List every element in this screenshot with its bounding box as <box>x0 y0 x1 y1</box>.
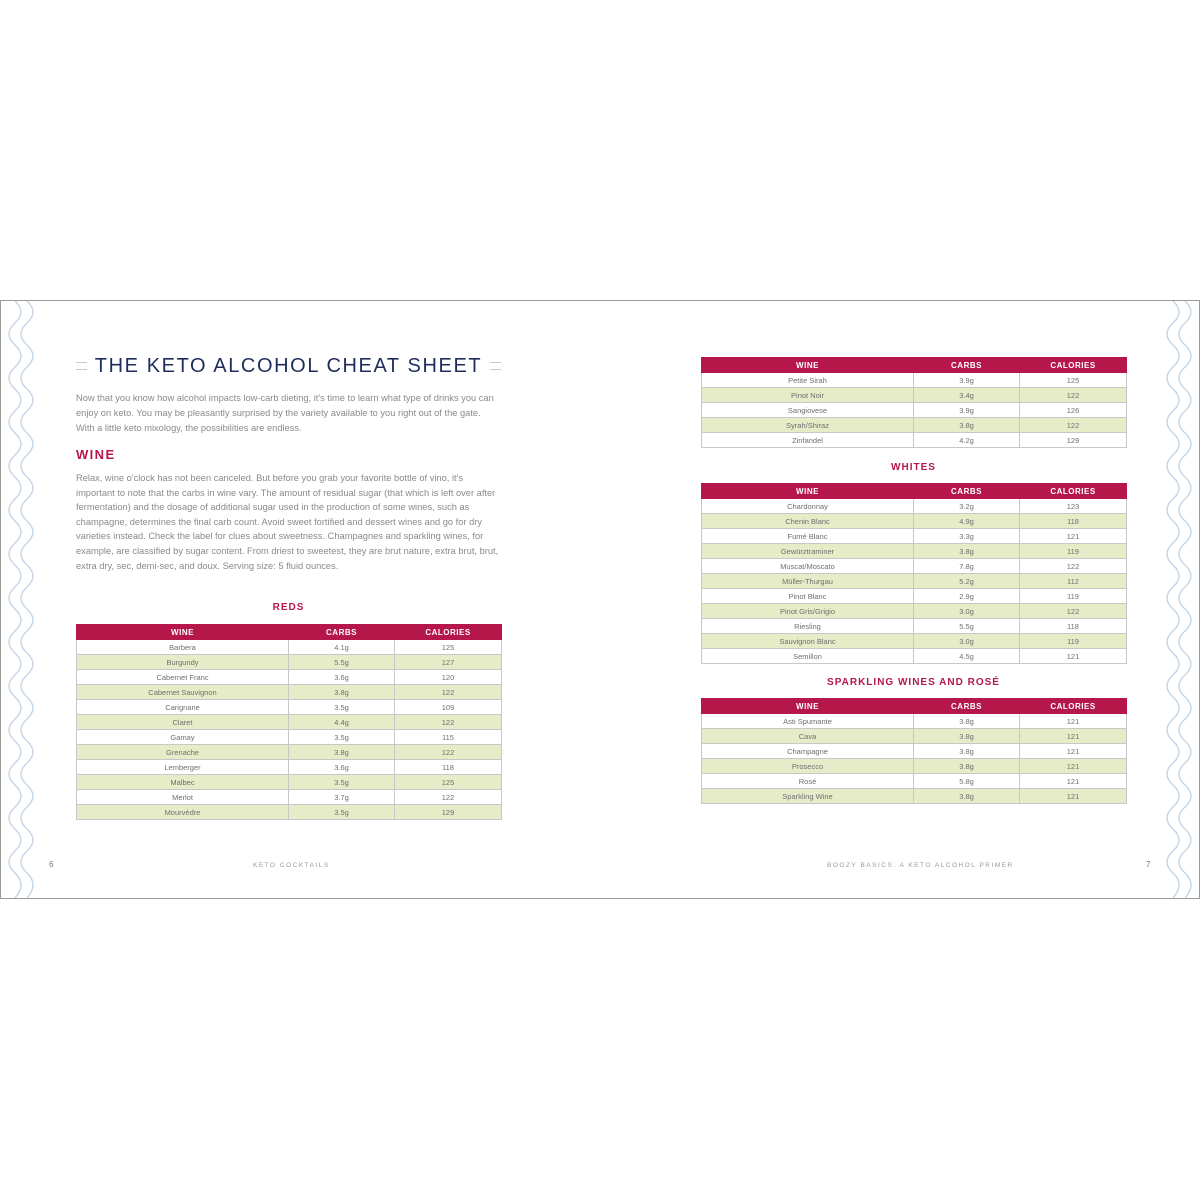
table-row <box>702 759 1127 774</box>
wine-name-cell: Grenache <box>77 745 289 760</box>
calories-cell: 122 <box>1020 388 1127 403</box>
wine-name-cell: Carignane <box>77 700 289 715</box>
wave-border-right <box>1161 301 1197 898</box>
table-row <box>702 544 1127 559</box>
wine-name-cell: Pinot Blanc <box>702 589 914 604</box>
table-row <box>702 714 1127 729</box>
wine-column-header: WINE <box>702 358 914 373</box>
calories-column-header: CALORIES <box>1020 358 1127 373</box>
carbs-cell: 3.7g <box>289 790 395 805</box>
table-row <box>77 715 502 730</box>
carbs-cell: 3.8g <box>914 714 1020 729</box>
table-header-row <box>702 484 1127 499</box>
wine-name-cell: Gewürztraminer <box>702 544 914 559</box>
table-row <box>702 789 1127 804</box>
reds-table <box>76 624 502 820</box>
page-title: THE KETO ALCOHOL CHEAT SHEET <box>94 354 483 377</box>
page-number-left: 6 <box>49 860 54 869</box>
carbs-cell: 5.5g <box>289 655 395 670</box>
intro-paragraph: Now that you know how alcohol impacts low-carb dieting, it's time to learn what type of drinks you can enjoy on keto. You may be pleasantly surprised by the variety available to you right out of the gate. With a little keto mixology, the possibilities are endless. <box>76 393 494 433</box>
title-rule-right <box>490 362 501 370</box>
carbs-cell: 4.5g <box>914 649 1020 664</box>
wine-name-cell: Zinfandel <box>702 433 914 448</box>
table-row <box>702 744 1127 759</box>
carbs-cell: 3.9g <box>914 403 1020 418</box>
wine-name-cell: Chenin Blanc <box>702 514 914 529</box>
table-row <box>702 433 1127 448</box>
wine-name-cell: Claret <box>77 715 289 730</box>
wine-column-header: WINE <box>702 484 914 499</box>
wine-name-cell: Sauvignon Blanc <box>702 634 914 649</box>
wine-name-cell: Sangiovese <box>702 403 914 418</box>
carbs-cell: 3.8g <box>289 685 395 700</box>
wine-name-cell: Fumé Blanc <box>702 529 914 544</box>
carbs-cell: 3.0g <box>914 604 1020 619</box>
wine-name-cell: Syrah/Shiraz <box>702 418 914 433</box>
calories-cell: 121 <box>1020 729 1127 744</box>
calories-cell: 125 <box>1020 373 1127 388</box>
table-row <box>702 619 1127 634</box>
calories-cell: 122 <box>395 715 502 730</box>
carbs-cell: 3.8g <box>914 744 1020 759</box>
calories-cell: 122 <box>395 790 502 805</box>
table-row <box>702 373 1127 388</box>
table-header-row <box>77 625 502 640</box>
carbs-column-header: CARBS <box>914 699 1020 714</box>
table-row <box>702 634 1127 649</box>
table-row <box>702 529 1127 544</box>
wine-column-header: WINE <box>702 699 914 714</box>
carbs-cell: 3.2g <box>914 499 1020 514</box>
calories-cell: 112 <box>1020 574 1127 589</box>
wine-name-cell: Cabernet Sauvignon <box>77 685 289 700</box>
table-row <box>77 700 502 715</box>
carbs-cell: 3.9g <box>914 373 1020 388</box>
carbs-cell: 3.8g <box>914 418 1020 433</box>
table-row <box>702 388 1127 403</box>
wine-name-cell: Muscat/Moscato <box>702 559 914 574</box>
wine-name-cell: Rosé <box>702 774 914 789</box>
carbs-cell: 4.2g <box>914 433 1020 448</box>
footer-left: KETO COCKTAILS <box>253 862 330 869</box>
calories-cell: 121 <box>1020 714 1127 729</box>
calories-cell: 118 <box>1020 514 1127 529</box>
table-row <box>77 640 502 655</box>
wine-heading: WINE <box>76 447 116 462</box>
table-row <box>77 670 502 685</box>
wine-name-cell: Prosecco <box>702 759 914 774</box>
page-number-right: 7 <box>1146 860 1151 869</box>
calories-cell: 121 <box>1020 789 1127 804</box>
wine-name-cell: Sparkling Wine <box>702 789 914 804</box>
calories-cell: 120 <box>395 670 502 685</box>
wine-column-header: WINE <box>77 625 289 640</box>
table-row <box>702 729 1127 744</box>
calories-cell: 118 <box>1020 619 1127 634</box>
table-row <box>702 604 1127 619</box>
table-header-row <box>702 699 1127 714</box>
wine-name-cell: Petite Sirah <box>702 373 914 388</box>
calories-cell: 122 <box>1020 604 1127 619</box>
title-row <box>76 353 501 379</box>
calories-cell: 119 <box>1020 544 1127 559</box>
table-row <box>77 745 502 760</box>
calories-cell: 119 <box>1020 634 1127 649</box>
wine-name-cell: Pinot Noir <box>702 388 914 403</box>
carbs-cell: 3.5g <box>289 730 395 745</box>
carbs-cell: 7.8g <box>914 559 1020 574</box>
calories-cell: 121 <box>1020 529 1127 544</box>
wine-name-cell: Lemberger <box>77 760 289 775</box>
wine-name-cell: Mourvèdre <box>77 805 289 820</box>
right-page <box>701 301 1126 898</box>
carbs-cell: 3.4g <box>914 388 1020 403</box>
table-row <box>77 760 502 775</box>
table-row <box>702 418 1127 433</box>
whites-heading: WHITES <box>891 462 936 473</box>
carbs-cell: 3.8g <box>914 729 1020 744</box>
calories-cell: 121 <box>1020 774 1127 789</box>
table-row <box>702 574 1127 589</box>
table-row <box>702 514 1127 529</box>
calories-cell: 126 <box>1020 403 1127 418</box>
carbs-cell: 3.5g <box>289 775 395 790</box>
calories-cell: 122 <box>1020 418 1127 433</box>
left-page <box>76 301 501 898</box>
table-row <box>702 499 1127 514</box>
calories-column-header: CALORIES <box>1020 484 1127 499</box>
table-row <box>77 685 502 700</box>
table-row <box>702 649 1127 664</box>
calories-cell: 121 <box>1020 744 1127 759</box>
calories-cell: 119 <box>1020 589 1127 604</box>
calories-cell: 109 <box>395 700 502 715</box>
wine-paragraph: Relax, wine o'clock has not been canceled. But before you grab your favorite bottle of vino, it's important to note that the carbs in wine vary. The amount of residual sugar (that which is left over after fermentation) and the dosage of additional sugar used in the production of some wines, such as champagne, determines the final carb count. Avoid sweet fortified and dessert wines and go for dry varieties instead. Check the label for clues about sweetness. Champagnes and sparkling wines, for example, are classified by sugar content. From driest to sweetest, they are brut nature, extra brut, brut, extra dry, sec, demi-sec, and doux. Serving size: 5 fluid ounces. <box>76 473 499 571</box>
calories-cell: 122 <box>395 685 502 700</box>
wine-name-cell: Champagne <box>702 744 914 759</box>
table-row <box>77 775 502 790</box>
calories-cell: 121 <box>1020 759 1127 774</box>
carbs-cell: 4.4g <box>289 715 395 730</box>
calories-cell: 121 <box>1020 649 1127 664</box>
wine-name-cell: Merlot <box>77 790 289 805</box>
calories-cell: 118 <box>395 760 502 775</box>
reds-heading: REDS <box>272 602 305 613</box>
carbs-cell: 3.8g <box>914 759 1020 774</box>
table-row <box>702 559 1127 574</box>
wine-name-cell: Semillon <box>702 649 914 664</box>
table-header-row <box>702 358 1127 373</box>
carbs-cell: 3.3g <box>914 529 1020 544</box>
table-row <box>77 655 502 670</box>
carbs-cell: 3.8g <box>289 745 395 760</box>
carbs-column-header: CARBS <box>289 625 395 640</box>
carbs-cell: 5.8g <box>914 774 1020 789</box>
wine-name-cell: Cava <box>702 729 914 744</box>
wave-border-left <box>3 301 39 898</box>
table-row <box>77 790 502 805</box>
wine-name-cell: Pinot Gris/Grigio <box>702 604 914 619</box>
calories-cell: 129 <box>395 805 502 820</box>
calories-cell: 122 <box>1020 559 1127 574</box>
calories-cell: 123 <box>1020 499 1127 514</box>
footer-right: BOOZY BASICS: A KETO ALCOHOL PRIMER <box>827 862 1014 869</box>
carbs-cell: 5.2g <box>914 574 1020 589</box>
wine-name-cell: Chardonnay <box>702 499 914 514</box>
carbs-cell: 3.8g <box>914 544 1020 559</box>
calories-column-header: CALORIES <box>1020 699 1127 714</box>
reds-continued-table <box>701 357 1127 448</box>
carbs-column-header: CARBS <box>914 358 1020 373</box>
wine-name-cell: Asti Spumante <box>702 714 914 729</box>
calories-cell: 125 <box>395 775 502 790</box>
wine-name-cell: Gamay <box>77 730 289 745</box>
wine-name-cell: Cabernet Franc <box>77 670 289 685</box>
sparkling-table <box>701 698 1127 804</box>
calories-cell: 125 <box>395 640 502 655</box>
carbs-cell: 3.8g <box>914 789 1020 804</box>
carbs-cell: 3.6g <box>289 670 395 685</box>
calories-column-header: CALORIES <box>395 625 502 640</box>
book-spread <box>0 300 1200 899</box>
wine-name-cell: Müller-Thurgau <box>702 574 914 589</box>
carbs-column-header: CARBS <box>914 484 1020 499</box>
wine-name-cell: Riesling <box>702 619 914 634</box>
title-rule-left <box>76 362 87 370</box>
carbs-cell: 2.9g <box>914 589 1020 604</box>
wine-name-cell: Burgundy <box>77 655 289 670</box>
sparkling-heading: SPARKLING WINES AND ROSÉ <box>827 677 1000 688</box>
carbs-cell: 5.5g <box>914 619 1020 634</box>
table-row <box>702 403 1127 418</box>
carbs-cell: 4.9g <box>914 514 1020 529</box>
whites-table <box>701 483 1127 664</box>
calories-cell: 122 <box>395 745 502 760</box>
table-row <box>77 805 502 820</box>
table-row <box>77 730 502 745</box>
calories-cell: 129 <box>1020 433 1127 448</box>
carbs-cell: 3.5g <box>289 700 395 715</box>
carbs-cell: 3.6g <box>289 760 395 775</box>
carbs-cell: 4.1g <box>289 640 395 655</box>
table-row <box>702 589 1127 604</box>
calories-cell: 127 <box>395 655 502 670</box>
wine-name-cell: Barbera <box>77 640 289 655</box>
wine-name-cell: Malbec <box>77 775 289 790</box>
table-row <box>702 774 1127 789</box>
calories-cell: 115 <box>395 730 502 745</box>
carbs-cell: 3.5g <box>289 805 395 820</box>
carbs-cell: 3.0g <box>914 634 1020 649</box>
